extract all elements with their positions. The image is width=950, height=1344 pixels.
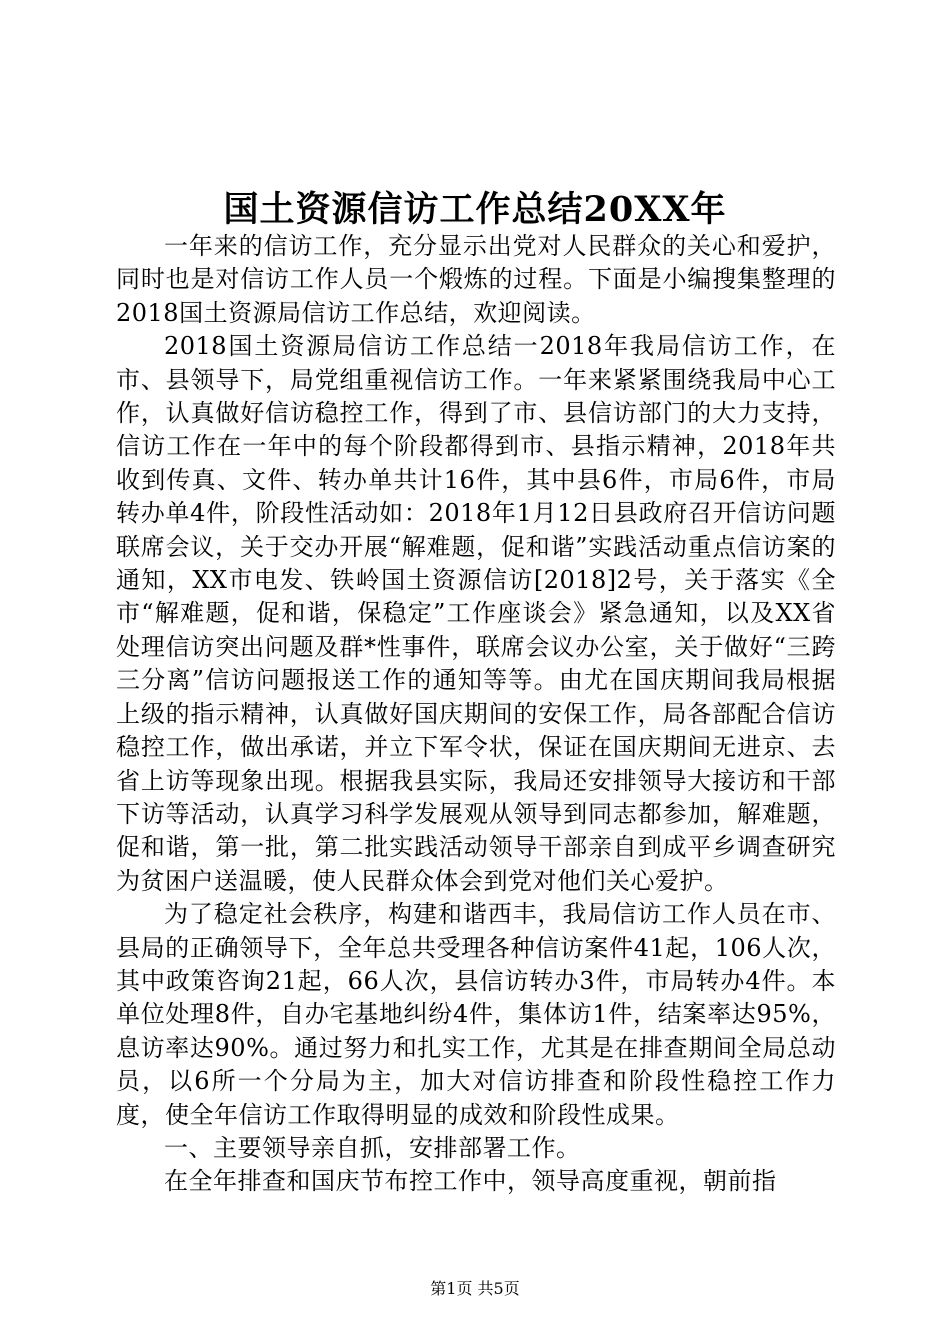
paragraph-section-heading: 一、主要领导亲自抓，安排部署工作。: [164, 1133, 581, 1162]
paragraph-section-text: 在全年排查和国庆节布控工作中，领导高度重视，朝前指: [164, 1167, 777, 1196]
document-body: [116, 230, 836, 1199]
paragraph-summary-one: 2018国土资源局信访工作总结一2018年我局信访工作，在市、县领导下，局党组重视信访工作。一年来紧紧围绕我局中心工作，认真做好信访稳控工作，得到了市、县信访部门的大力支持，信访工作在一年中的每个阶段都得到市、县指示精神，2018年共收到传真、文件、转办单共计16件，其中县6件，市局6件，市局转办单4件，阶段性活动如：2018年1月12日县政府召开信访问题联席会议，关于交办开展“解难题，促和谐”实践活动重点信访案的通知，XX市电发、铁岭国土资源信访[2018]2号，关于落实《全市“解难题，促和谐，保稳定”工作座谈会》紧急通知，以及XX省处理信访突出问题及群*性事件，联席会议办公室，关于做好“三跨三分离”信访问题报送工作的通知等等。由尤在国庆期间我局根据上级的指示精神，认真做好国庆期间的安保工作，局各部配合信访稳控工作，做出承诺，并立下军令状，保证在国庆期间无进京、去省上访等现象出现。根据我县实际，我局还安排领导大接访和干部下访等活动，认真学习科学发展观从领导到同志都参加，解难题，促和谐，第一批，第二批实践活动领导干部亲自到成平乡调查研究为贫困户送温暖，使人民群众体会到党对他们关心爱护。: [116, 332, 836, 895]
page-footer: 第1页 共5页: [430, 1279, 520, 1298]
document-title: 国土资源信访工作总结20XX年: [223, 189, 727, 230]
paragraph-statistics: 为了稳定社会秩序，构建和谐西丰，我局信访工作人员在市、县局的正确领导下，全年总共受理各种信访案件41起，106人次，其中政策咨询21起，66人次，县信访转办3件，市局转办4件。本单位处理8件，自办宅基地纠纷4件，集体访1件，结案率达95%，息访率达90%。通过努力和扎实工作，尤其是在排查期间全局总动员，以6所一个分局为主，加大对信访排查和阶段性稳控工作力度，使全年信访工作取得明显的成效和阶段性成果。: [116, 900, 836, 1129]
paragraph-intro: 一年来的信访工作，充分显示出党对人民群众的关心和爱护，同时也是对信访工作人员一个煅炼的过程。下面是小编搜集整理的2018国土资源局信访工作总结，欢迎阅读。: [116, 232, 836, 327]
